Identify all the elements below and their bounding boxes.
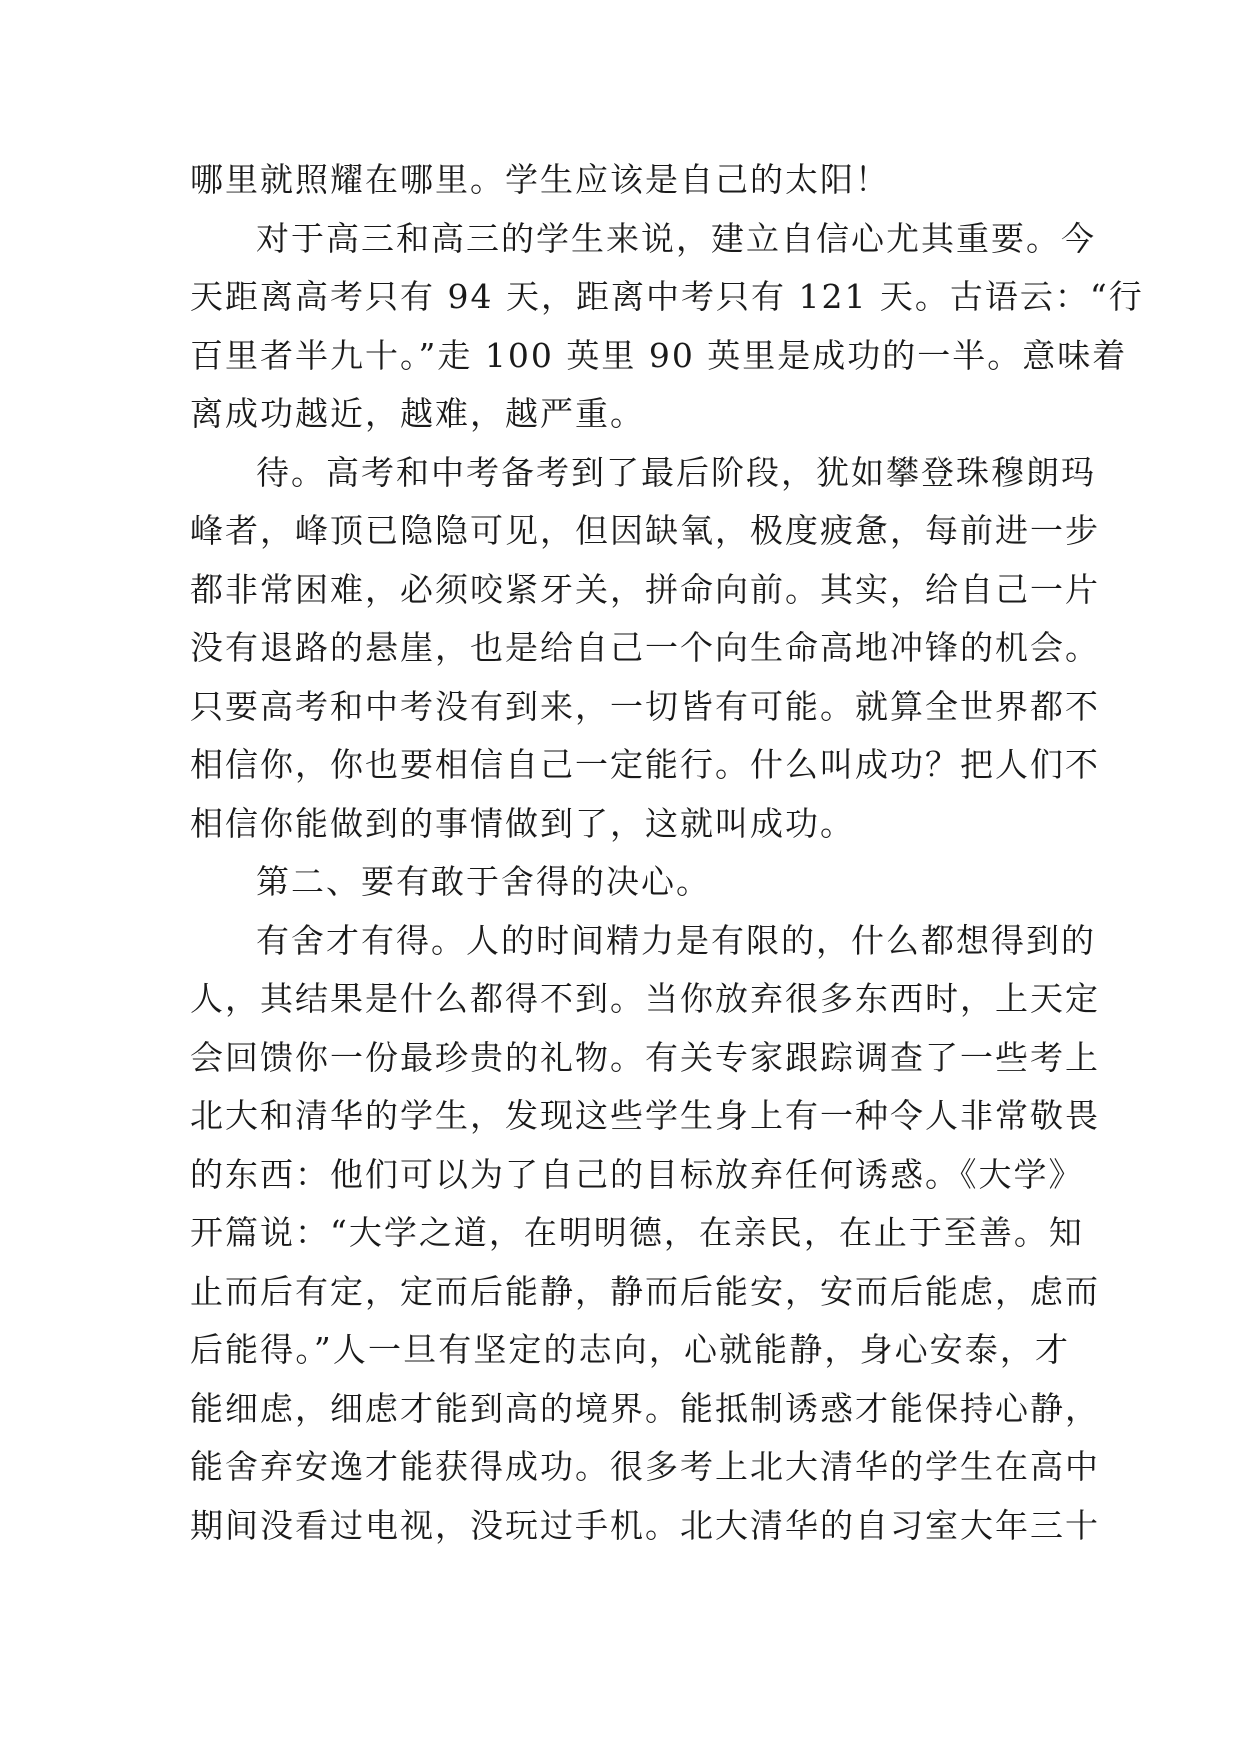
text-line: 只要高考和中考没有到来，一切皆有可能。就算全世界都不 <box>190 686 1100 726</box>
text-line: 北大和清华的学生，发现这些学生身上有一种令人非常敬畏 <box>190 1096 1100 1135</box>
text-line: 期间没看过电视，没玩过手机。北大清华的自习室大年三十 <box>190 1505 1100 1545</box>
text-line: 哪里就照耀在哪里。学生应该是自己的太阳！ <box>190 160 890 199</box>
text-line: 能舍弃安逸才能获得成功。很多考上北大清华的学生在高中 <box>190 1447 1100 1486</box>
text-line: 天距离高考只有 94 天，距离中考只有 121 天。古语云：“行 <box>190 277 1144 316</box>
text-line: 人，其结果是什么都得不到。当你放弃很多东西时，上天定 <box>190 979 1100 1018</box>
text-line: 待。高考和中考备考到了最后阶段，犹如攀登珠穆朗玛 <box>256 452 1096 492</box>
section-heading: 第二、要有敢于舍得的决心。 <box>256 862 711 901</box>
text-line: 能细虑，细虑才能到高的境界。能抵制诱惑才能保持心静， <box>190 1388 1100 1428</box>
text-line: 离成功越近，越难，越严重。 <box>190 394 645 433</box>
text-line: 会回馈你一份最珍贵的礼物。有关专家跟踪调查了一些考上 <box>190 1037 1100 1077</box>
text-line: 相信你，你也要相信自己一定能行。什么叫成功？把人们不 <box>190 745 1100 784</box>
text-line: 对于高三和高三的学生来说，建立自信心尤其重要。今 <box>256 218 1096 258</box>
text-line: 开篇说：“大学之道，在明明德，在亲民，在止于至善。知 <box>190 1213 1084 1252</box>
text-line: 峰者，峰顶已隐隐可见，但因缺氧，极度疲惫，每前进一步 <box>190 511 1100 550</box>
text-line: 相信你能做到的事情做到了，这就叫成功。 <box>190 803 855 843</box>
text-line: 的东西：他们可以为了自己的目标放弃任何诱惑。《大学》 <box>190 1154 1084 1194</box>
text-line: 止而后有定，定而后能静，静而后能安，安而后能虑，虑而 <box>190 1271 1100 1311</box>
text-line: 后能得。”人一旦有坚定的志向，心就能静，身心安泰，才 <box>190 1330 1070 1369</box>
body-text <box>190 151 1144 1555</box>
text-line: 没有退路的悬崖，也是给自己一个向生命高地冲锋的机会。 <box>190 628 1100 667</box>
text-line: 有舍才有得。人的时间精力是有限的，什么都想得到的 <box>256 920 1096 960</box>
text-line: 百里者半九十。”走 100 英里 90 英里是成功的一半。意味着 <box>190 335 1128 375</box>
text-line: 都非常困难，必须咬紧牙关，拼命向前。其实，给自己一片 <box>190 569 1100 609</box>
